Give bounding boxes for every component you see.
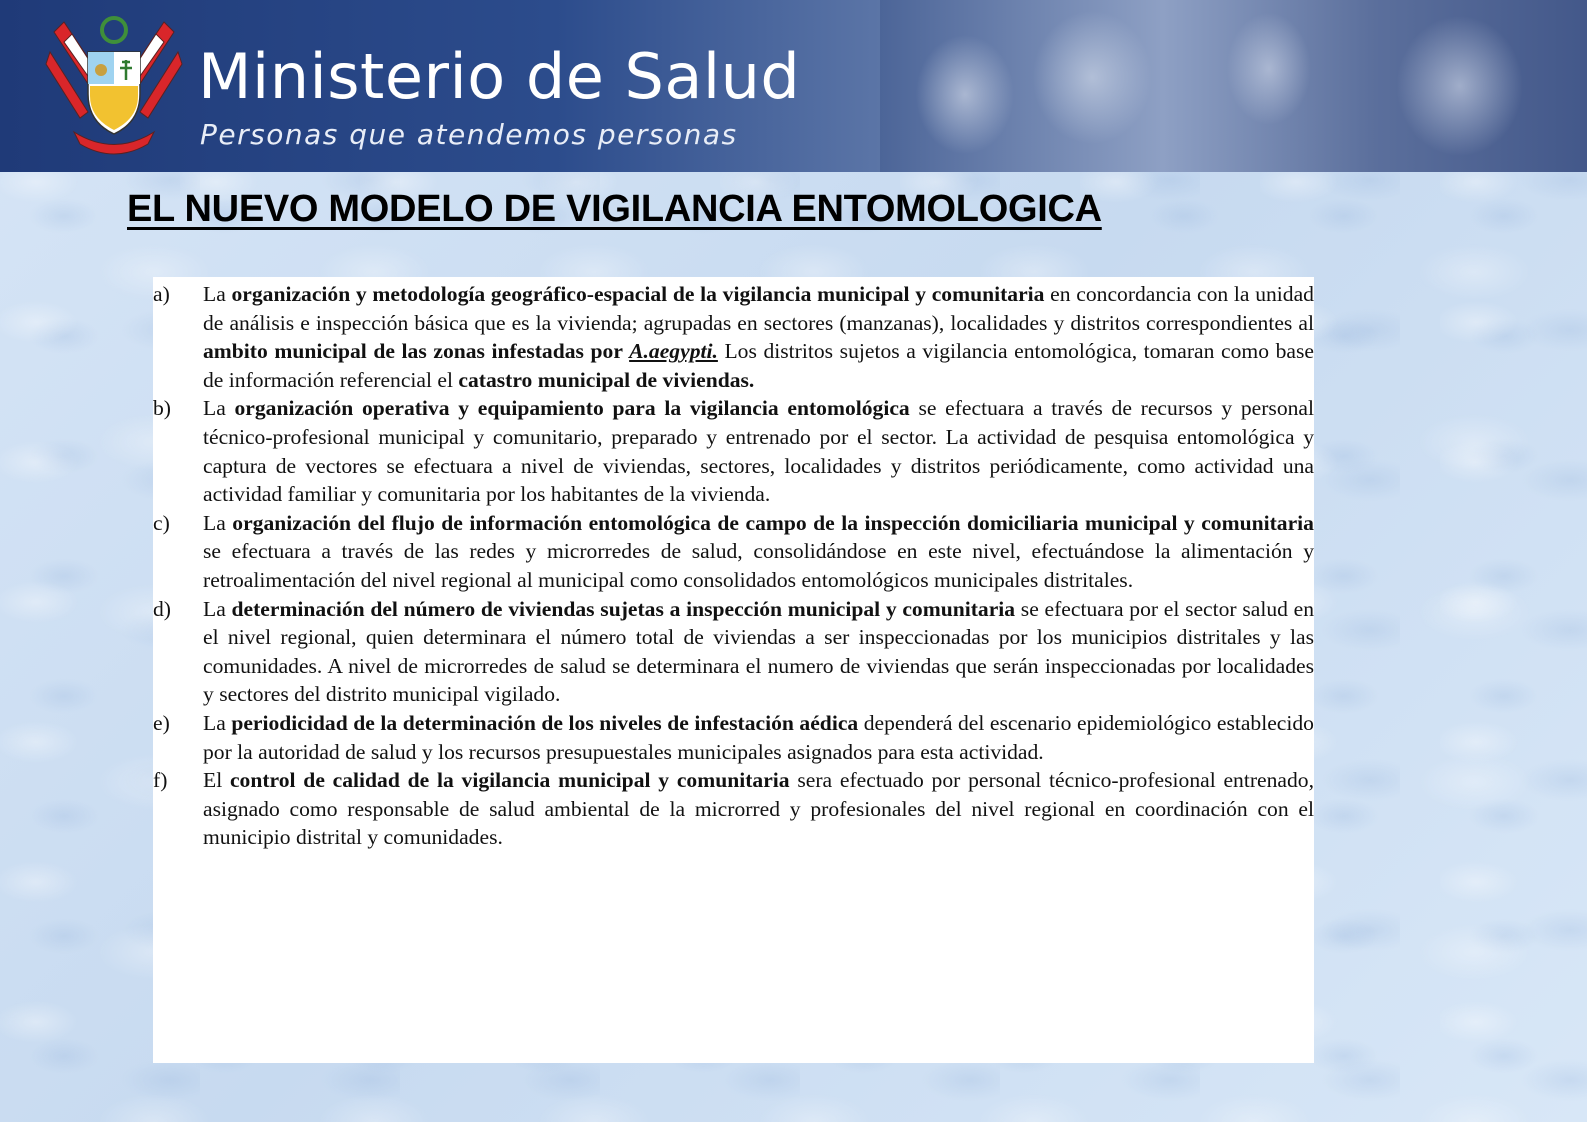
body-text: en concordancia con la unidad de análisis e inspección básica que es la vivienda; agrupadas en sectores (manzanas), localidades y distritos correspondientes al [203, 282, 1314, 335]
list-item-text [203, 595, 1314, 709]
body-text: La [203, 710, 232, 735]
bold-text: control de calidad de la vigilancia municipal y comunitaria [229, 768, 790, 793]
bold-text: organización y metodología geográfico-espacial de la vigilancia municipal y comunitaria [231, 282, 1045, 306]
list-item-marker: f) [153, 768, 168, 793]
bold-text: A.aegypti. [629, 339, 718, 364]
body-text: Los distritos sujetos a vigilancia entomológica, tomaran como base de información referencial el [203, 339, 1314, 392]
body-text: La [203, 596, 232, 621]
body-text: se efectuara por el sector salud en el nivel regional, quien determinara el número total de viviendas a ser inspeccionadas por los municipios distritales y las comunidades. A nivel de microrredes de salud se determinara el numero de viviendas que serán inspeccionadas por localidades y sectores del distrito municipal vigilado. [203, 596, 1314, 707]
list-item [153, 766, 1314, 852]
body-text: El [203, 768, 230, 793]
body-text: La [203, 396, 235, 421]
banner-photo [880, 0, 1587, 172]
list-item-marker: e) [153, 710, 170, 735]
bold-text: organización operativa y equipamiento para la vigilancia entomológica [234, 396, 910, 421]
ministry-slogan: Personas que atendemos personas [200, 118, 738, 151]
body-text: sera efectuado por personal técnico-profesional entrenado, asignado como responsable de salud ambiental de la microrred y profesionales del nivel regional en coordinación con el municipio distrital y comunidades. [203, 768, 1314, 850]
bold-text: determinación del número de viviendas sujetas a inspección municipal y comunitaria [231, 596, 1016, 621]
body-text: se efectuara a través de las redes y microrredes de salud, consolidándose en este nivel, efectuándose la alimentación y retroalimentación del nivel regional al municipal como consolidados entomológicos municipales distritales. [203, 539, 1314, 592]
list-item-marker: c) [153, 510, 170, 535]
body-text: La [203, 510, 233, 535]
body-text: La [203, 282, 232, 306]
page-title: EL NUEVO MODELO DE VIGILANCIA ENTOMOLOGICA [127, 188, 1102, 230]
list-item [153, 595, 1314, 709]
ministry-title: Ministerio de Salud [198, 40, 801, 113]
list-item [153, 709, 1314, 766]
list-item-text [203, 280, 1314, 394]
list-item-marker: b) [153, 396, 171, 421]
list-item [153, 394, 1314, 508]
list-item [153, 509, 1314, 595]
list-item-text [203, 394, 1314, 508]
header-banner [0, 0, 1587, 172]
bold-text: periodicidad de la determinación de los niveles de infestación aédica [231, 710, 859, 735]
bold-text: ambito municipal de las zonas infestadas por [203, 339, 630, 364]
bold-text: catastro municipal de viviendas. [458, 367, 755, 392]
list-item-text [203, 509, 1314, 595]
body-text: dependerá del escenario epidemiológico establecido por la autoridad de salud y los recursos presupuestales municipales asignados para esta actividad. [203, 710, 1314, 764]
body-text: se efectuara a través de recursos y personal técnico-profesional municipal y comunitario, preparado y entrenado por el sector. La actividad de pesquisa entomológica y captura de vectores se efectuara a nivel de viviendas, sectores, localidades y distritos periódicamente, como actividad una actividad familiar y comunitaria por los habitantes de la vivienda. [203, 396, 1314, 507]
list-item-text [203, 766, 1314, 852]
list-item-marker: a) [153, 282, 170, 306]
document-excerpt [153, 277, 1314, 1063]
list-item-text [203, 709, 1314, 766]
coat-of-arms-icon [44, 12, 184, 162]
list-item [153, 280, 1314, 394]
list-item-marker: d) [153, 596, 171, 621]
bold-text: organización del flujo de información entomológica de campo de la inspección domiciliaria municipal y comunitaria [232, 510, 1314, 535]
